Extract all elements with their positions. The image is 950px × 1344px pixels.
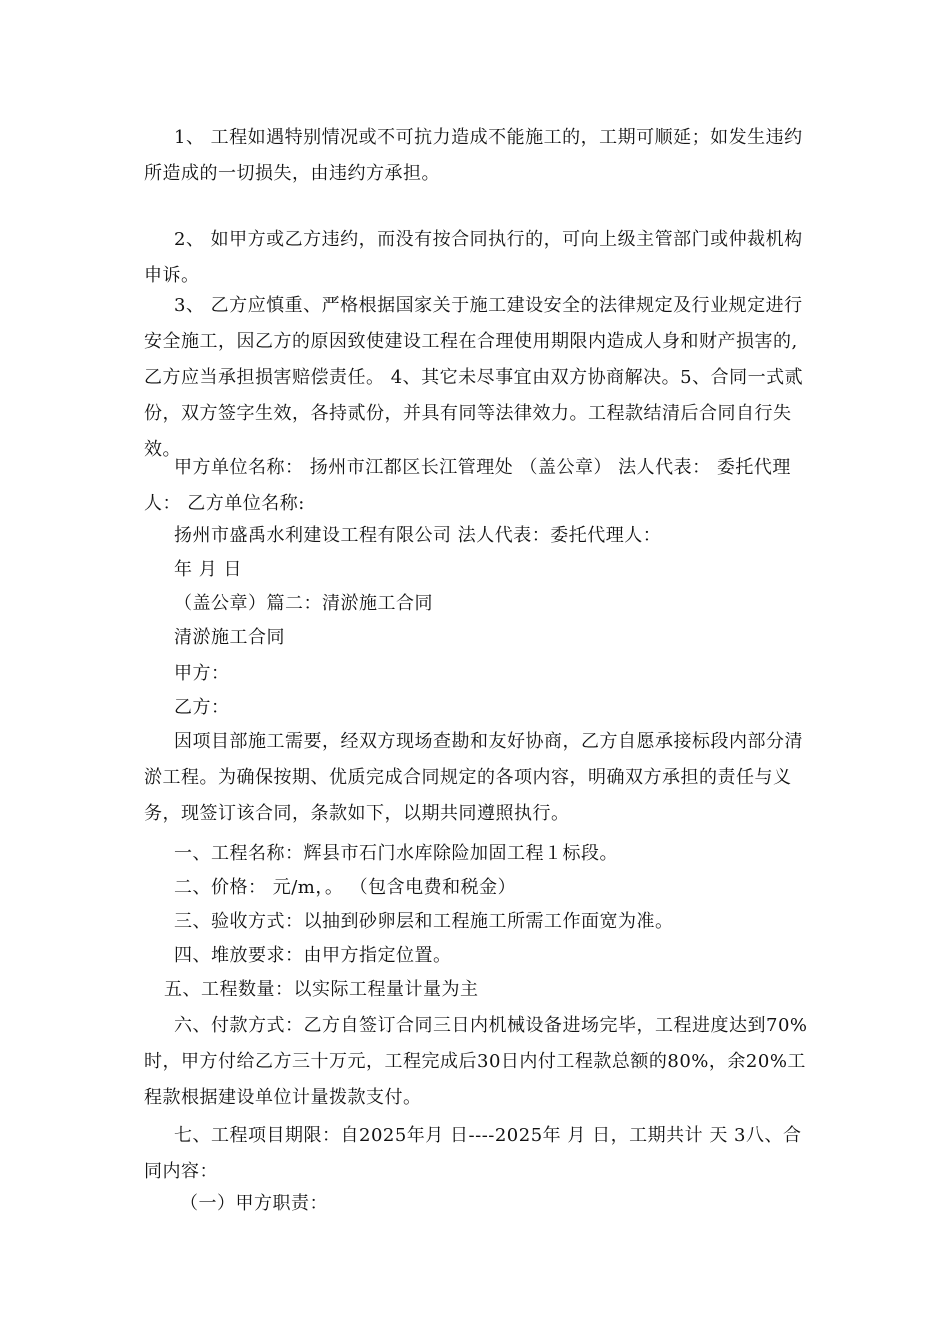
clause-project-name: 一、工程名称：辉县市石门水库除险加固工程１标段。 — [174, 843, 618, 864]
clause-acceptance: 三、验收方式：以抽到砂卵层和工程施工所需工作面宽为准。 — [174, 911, 674, 932]
clause-party-a-duties: （一）甲方职责： — [180, 1193, 328, 1214]
paragraph-clause-3: 3、 乙方应慎重、严格根据国家关于施工建设安全的法律规定及行业规定进行安全施工，因乙方的原因致使建设工程在合理使用期限内造成人身和财产损害的,乙方应当承担损害赔偿责任。 4、其它未尽事宜由双方协商解决。5、合同一式贰份，双方签字生效，各持贰份，并具有同等法律效力。工程款结清后合同自行失效。 — [144, 295, 804, 460]
party-b-label: 乙方： — [174, 697, 230, 718]
paragraph-party-a: 甲方单位名称： 扬州市江都区长江管理处 （盖公章） 法人代表： 委托代理人： 乙方单位名称: — [144, 457, 791, 514]
clause-price: 二、价格： 元/m，。 （包含电费和税金） — [174, 877, 517, 898]
clause-payment: 六、付款方式：乙方自签订合同三日内机械设备进场完毕，工程进度达到70%时，甲方付给乙方三十万元，工程完成后30日内付工程款总额的80%，余20%工程款根据建设单位计量拨款支付。 — [144, 1015, 808, 1108]
contract-title: 清淤施工合同 — [174, 627, 285, 648]
paragraph-party-b: 扬州市盛禹水利建设工程有限公司 法人代表：委托代理人： — [174, 525, 662, 546]
paragraph-seal-heading: （盖公章）篇二：清淤施工合同 — [174, 593, 433, 614]
paragraph-intro: 因项目部施工需要，经双方现场查勘和友好协商，乙方自愿承接标段内部分清淤工程。为确保按期、优质完成合同规定的各项内容，明确双方承担的责任与义务，现签订该合同，条款如下，以期共同遵照执行。 — [144, 731, 803, 824]
paragraph-clause-2: 2、 如甲方或乙方违约，而没有按合同执行的，可向上级主管部门或仲裁机构申诉。 — [144, 229, 803, 286]
clause-quantity: 五、工程数量：以实际工程量计量为主 — [164, 979, 479, 1000]
party-a-label: 甲方： — [174, 663, 230, 684]
paragraph-clause-1: 1、 工程如遇特别情况或不可抗力造成不能施工的，工期可顺延；如发生违约所造成的一切损失，由违约方承担。 — [144, 127, 803, 184]
clause-period: 七、工程项目期限：自2025年月 日----2025年 月 日，工期共计 天 3八、合同内容： — [144, 1125, 802, 1182]
clause-stacking: 四、堆放要求：由甲方指定位置。 — [174, 945, 452, 966]
paragraph-date: 年 月 日 — [174, 559, 242, 580]
